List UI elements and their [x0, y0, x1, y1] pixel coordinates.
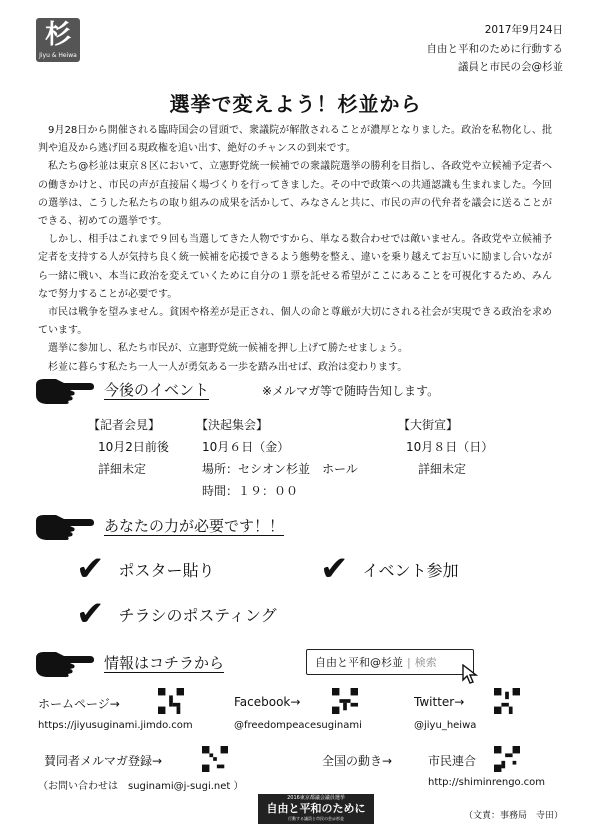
body-text: [38, 122, 552, 377]
event-rally-date: 10月６日（金）: [202, 440, 290, 454]
event-press: [88, 414, 169, 480]
logo-mark: 杉: [44, 20, 71, 50]
qr-code-icon: [494, 688, 520, 714]
event-street: [398, 414, 493, 480]
header-org-line1: 自由と平和のために行動する: [426, 43, 563, 55]
events-title: 今後のイベント: [104, 381, 210, 399]
national-url[interactable]: http://shiminrengo.com: [428, 777, 546, 788]
twitter-url[interactable]: @jiyu_heiwa: [414, 720, 477, 731]
help-item-event: [320, 549, 459, 589]
footer-credit: （文責：事務局 寺田）: [463, 811, 563, 821]
qr-code-icon: [332, 688, 358, 714]
logo-subtitle: Jiyu & Heiwa: [39, 52, 77, 59]
banner-line1: 2016東京都議会議員選挙: [287, 795, 345, 801]
help-item-label: ポスター貼り: [118, 560, 215, 580]
search-text: 自由と平和@杉並: [315, 656, 403, 669]
help-item-label: イベント参加: [362, 560, 459, 580]
event-street-label: 【大街宣】: [398, 418, 459, 432]
paragraph: 杉並に暮らす私たち一人一人が勇気ある一歩を踏み出せば、政治は変わります。: [48, 361, 408, 373]
paragraph: 私たち@杉並は東京８区において、立憲野党統一候補での衆議院選挙の勝利を目指し、各政党や立候補予定者への働きかけと、市民の声が直接届く場づくりを行ってきました。その中で政策への共通認識も生まれました。今回の選挙は、こうした私たちの取り組みの成果を活かして、みなさんと共に、市民の声の代弁者を議会に送ることができる、初めての選挙です。: [38, 161, 552, 228]
search-box[interactable]: [306, 649, 474, 675]
check-icon: ✔: [76, 549, 105, 589]
event-rally: [196, 414, 358, 502]
help-item-label: チラシのポスティング: [118, 605, 277, 625]
help-title: あなたの力が必要です！！: [104, 517, 285, 535]
homepage-url[interactable]: https://jiyusuginami.jimdo.com: [38, 720, 193, 731]
qr-code-icon: [494, 746, 520, 772]
event-rally-place: 場所：セシオン杉並 ホール: [202, 462, 358, 476]
event-press-label: 【記者会見】: [88, 418, 161, 432]
banner-line3: 行動する議員と市民の会＠杉並: [288, 816, 344, 821]
check-icon: ✔: [320, 549, 349, 589]
cursor-icon: [462, 664, 478, 684]
header-date: 2017年9月24日: [484, 24, 563, 36]
twitter-label: Twitter→: [414, 695, 465, 709]
qr-code-icon: [202, 746, 228, 772]
national-label: 全国の動き→: [322, 754, 393, 768]
event-street-detail: 詳細未定: [418, 462, 467, 476]
logo: [36, 18, 80, 62]
event-press-date: 10月2日前後: [98, 440, 169, 454]
events-note: ※メルマガ等で随時告知します。: [262, 384, 440, 398]
page-title: 選挙で変えよう！杉並から: [169, 92, 422, 116]
mail-label: 賛同者メルマガ登録→: [44, 754, 163, 768]
facebook-label: Facebook→: [234, 695, 301, 709]
facebook-url[interactable]: @freedompeacesuginami: [234, 720, 362, 731]
national-name: 市民連合: [428, 754, 477, 768]
help-item-flyer: [76, 594, 277, 634]
banner-line2: 自由と平和のために: [266, 802, 366, 815]
event-street-date: 10月８日（日）: [406, 440, 494, 454]
event-rally-label: 【決起集会】: [196, 418, 269, 432]
check-icon: ✔: [76, 594, 105, 634]
pointing-hand-icon: [34, 375, 94, 405]
event-rally-time: 時間：１９：００: [202, 484, 299, 498]
paragraph: 9月28日から開催される臨時国会の冒頭で、衆議院が解散されることが濃厚となりました。政治を私物化し、批判や追及から逃げ回る現政権を追い出す、絶好のチャンスの到来です。: [38, 125, 552, 155]
paragraph: しかし、相手はこれまで９回も当選してきた人物ですから、単なる数合わせでは敵いません。各政党や立候補予定者を支持する人が気持ち良く統一候補を応援できるよう態勢を整え、違いを乗り越えてお互いに励まし合いながら一緒に戦い、本当に政治を変えていくために自分の１票を託せる希望がここにあることを可視化するため、みんなで努力することが必要です。: [38, 234, 552, 300]
banner: [258, 794, 374, 824]
pointing-hand-icon: [34, 511, 94, 541]
paragraph: 選挙に参加し、私たち市民が、立憲野党統一候補を押し上げて勝たせましょう。: [48, 343, 408, 355]
qr-code-icon: [158, 688, 184, 714]
search-button[interactable]: 検索: [414, 656, 437, 669]
info-title: 情報はコチラから: [104, 654, 225, 672]
pointing-hand-icon: [34, 648, 94, 678]
homepage-label: ホームページ→: [38, 697, 120, 711]
search-separator: |: [407, 656, 411, 669]
header-org-line2: 議員と市民の会@杉並: [458, 61, 563, 73]
mail-contact: （お問い合わせは suginami@j-sugi.net ）: [38, 781, 244, 792]
event-press-detail: 詳細未定: [98, 462, 147, 476]
help-item-poster: [76, 549, 215, 589]
paragraph: 市民は戦争を望みません。貧困や格差が是正され、個人の命と尊厳が大切にされる社会が実現できる政治を求めています。: [38, 307, 552, 337]
